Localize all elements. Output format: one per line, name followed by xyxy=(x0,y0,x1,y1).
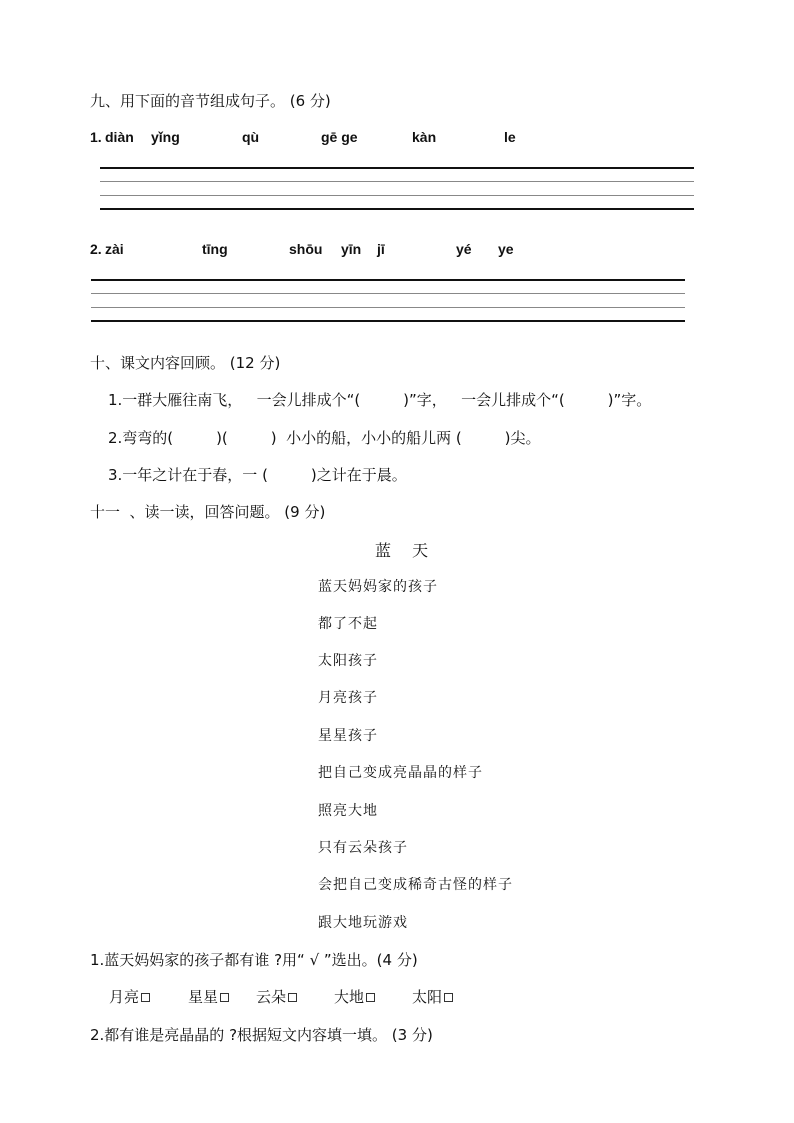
choice-sun[interactable] xyxy=(412,986,453,1007)
choice-label: 月亮 xyxy=(109,988,140,1006)
choice-clouds[interactable] xyxy=(256,986,297,1007)
poem-line: 都了不起 xyxy=(318,616,378,632)
q1-syllable: yǐng xyxy=(151,129,180,145)
q1-syllable: kàn xyxy=(412,129,437,145)
q2-syllable: shōu xyxy=(289,241,323,257)
q2-syllable: tīng xyxy=(202,241,228,257)
q1-syllable: diàn xyxy=(105,129,134,145)
poem-line: 只有云朵孩子 xyxy=(318,840,408,856)
q2-syllable: ye xyxy=(498,241,514,257)
checkbox[interactable] xyxy=(444,993,453,1002)
q2-syllable: yīn xyxy=(341,241,362,257)
choice-label: 大地 xyxy=(334,988,365,1006)
checkbox[interactable] xyxy=(220,993,229,1002)
q2-number: 2. xyxy=(90,241,102,257)
poem-line: 把自己变成亮晶晶的样子 xyxy=(318,765,483,781)
section10-item-1: 1.一群大雁往南飞， 一会儿排成个“( )”字， 一会儿排成个“( )”字。 xyxy=(108,391,652,409)
poem-line: 蓝天妈妈家的孩子 xyxy=(318,579,438,595)
q2-syllable: zài xyxy=(105,241,124,257)
poem-line: 跟大地玩游戏 xyxy=(318,915,408,931)
q1-syllable: gē ge xyxy=(321,129,358,145)
q2-syllable: jī xyxy=(377,241,385,257)
poem-line: 太阳孩子 xyxy=(318,653,378,669)
question-1: 1.蓝天妈妈家的孩子都有谁 ?用“ √ ”选出。(4 分) xyxy=(90,951,418,969)
q2-syllable: yé xyxy=(456,241,472,257)
choice-stars[interactable] xyxy=(188,986,229,1007)
q1-number: 1. xyxy=(90,129,102,145)
poem-line: 照亮大地 xyxy=(318,803,378,819)
checkbox[interactable] xyxy=(288,993,297,1002)
question-2: 2.都有谁是亮晶晶的 ?根据短文内容填一填。 (3 分) xyxy=(90,1026,433,1044)
section11-heading: 十一 、读一读，回答问题。 (9 分) xyxy=(90,503,326,521)
poem-title: 蓝 天 xyxy=(375,541,437,560)
poem-line: 会把自己变成稀奇古怪的样子 xyxy=(318,877,513,893)
q1-syllable: qù xyxy=(242,129,260,145)
poem-line: 星星孩子 xyxy=(318,728,378,744)
checkbox[interactable] xyxy=(366,993,375,1002)
choice-moon[interactable] xyxy=(109,986,150,1007)
section10-heading: 十、课文内容回顾。 (12 分) xyxy=(90,354,281,372)
section9-heading: 九、用下面的音节组成句子。 (6 分) xyxy=(90,92,331,110)
choice-label: 太阳 xyxy=(412,988,443,1006)
section10-item-3: 3.一年之计在于春，一 ( )之计在于晨。 xyxy=(108,466,407,484)
choice-label: 云朵 xyxy=(256,988,287,1006)
poem-line: 月亮孩子 xyxy=(318,690,378,706)
choice-label: 星星 xyxy=(188,988,219,1006)
section10-item-2: 2.弯弯的( )( ) 小小的船，小小的船儿两 ( )尖。 xyxy=(108,429,541,447)
choice-earth[interactable] xyxy=(334,986,375,1007)
q1-syllable: le xyxy=(504,129,516,145)
checkbox[interactable] xyxy=(141,993,150,1002)
